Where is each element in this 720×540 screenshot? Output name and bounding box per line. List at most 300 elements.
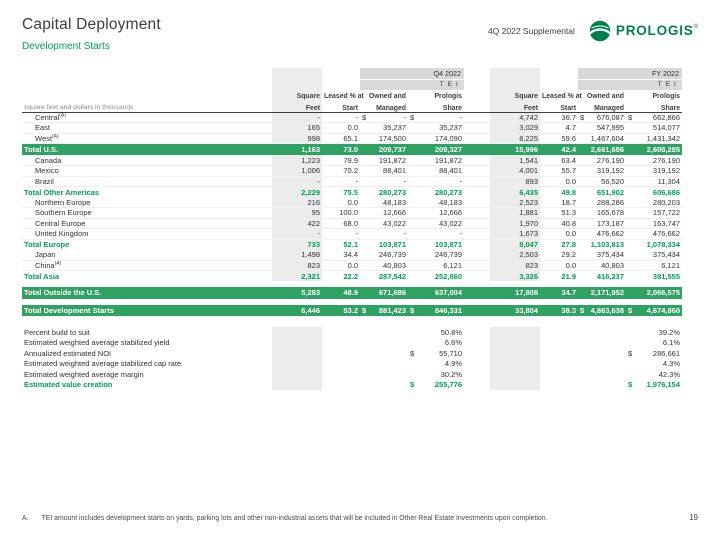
value-cell: 18.7	[540, 197, 578, 208]
value-cell	[322, 359, 360, 370]
value-cell: -	[322, 229, 360, 240]
value-cell	[360, 112, 408, 123]
value-cell	[272, 348, 322, 359]
value-cell: 173,187	[578, 218, 626, 229]
value-cell: 319,192	[578, 166, 626, 177]
value-cell: 280,273	[360, 187, 408, 198]
column-gap	[464, 239, 490, 250]
value-cell	[360, 327, 408, 338]
col-header-managed: Managed	[360, 100, 408, 112]
value-cell	[360, 338, 408, 349]
value-cell: 823	[272, 260, 322, 271]
currency-symbol: $	[580, 305, 585, 315]
cell-value: 55,710	[439, 348, 463, 358]
q4-tei-header: T E I	[360, 79, 464, 90]
currency-symbol: $	[628, 112, 633, 122]
value-cell: 4.9%	[444, 359, 463, 369]
table-row	[22, 176, 682, 187]
value-cell	[490, 369, 540, 380]
value-cell: 2,066,575	[626, 287, 682, 299]
empty-cell	[22, 68, 272, 79]
empty-cell	[322, 79, 360, 90]
value-cell	[540, 359, 578, 370]
value-cell: 823	[490, 260, 540, 271]
cell-value: 4,674,860	[646, 305, 681, 315]
value-cell: -	[360, 229, 408, 240]
cell-value: 286,661	[652, 348, 681, 358]
cell-value: 881,423	[378, 305, 406, 315]
value-cell: 157,722	[626, 208, 682, 219]
value-cell: 416,237	[578, 271, 626, 282]
value-cell: 39.2%	[658, 327, 681, 337]
column-gap	[464, 123, 490, 134]
value-cell: 36.7	[540, 112, 578, 123]
value-cell	[540, 327, 578, 338]
empty-cell	[22, 90, 272, 100]
table-row	[22, 229, 682, 240]
value-cell: 11,304	[626, 176, 682, 187]
value-cell: 606,686	[626, 187, 682, 198]
column-gap	[464, 79, 490, 90]
column-gap	[464, 380, 490, 391]
col-header-prologis: Prologis	[434, 93, 463, 100]
value-cell	[490, 338, 540, 349]
value-cell: 276,190	[578, 155, 626, 166]
column-gap	[464, 176, 490, 187]
value-cell: 43,022	[408, 218, 464, 229]
value-cell: 3,326	[490, 271, 540, 282]
value-cell: 671,686	[360, 287, 408, 299]
column-gap	[464, 166, 490, 177]
column-gap	[464, 133, 490, 144]
value-cell: 75.5	[322, 187, 360, 198]
value-cell	[408, 112, 464, 123]
column-gap	[464, 112, 490, 123]
table-row	[22, 271, 682, 282]
value-cell: 6,121	[626, 260, 682, 271]
brand-wordmark	[616, 22, 698, 40]
column-gap	[464, 327, 490, 338]
value-cell: 34.4	[322, 250, 360, 261]
value-cell: 48.9	[322, 287, 360, 299]
value-cell	[578, 369, 626, 380]
table-row	[22, 208, 682, 219]
value-cell: 30.2%	[440, 369, 463, 379]
col-header-leased: Leased % at	[542, 93, 582, 100]
table-row	[22, 218, 682, 229]
value-cell: 4.3%	[662, 359, 681, 369]
footnote-ref: (A)	[59, 112, 66, 119]
row-label: Total Asia	[22, 271, 272, 282]
value-cell: 34.7	[540, 287, 578, 299]
title-block	[22, 16, 161, 52]
value-cell	[360, 348, 408, 359]
page-footer	[22, 513, 698, 522]
value-cell	[578, 305, 626, 317]
value-cell	[540, 369, 578, 380]
registered-mark: ®	[693, 24, 698, 31]
value-cell: 35,237	[408, 123, 464, 134]
table-row	[22, 123, 682, 134]
value-cell: 8,225	[490, 133, 540, 144]
value-cell: 6,435	[490, 187, 540, 198]
value-cell	[360, 359, 408, 370]
column-gap	[464, 218, 490, 229]
value-cell: 21.9	[540, 271, 578, 282]
value-cell	[322, 369, 360, 380]
value-cell: 246,739	[408, 250, 464, 261]
currency-symbol: $	[362, 112, 367, 122]
value-cell: 2,229	[272, 187, 322, 198]
value-cell: 0.0	[540, 260, 578, 271]
column-gap	[464, 229, 490, 240]
col-header-share: Share	[408, 100, 464, 112]
cell-value: 4,863,638	[590, 305, 625, 315]
value-cell	[490, 327, 540, 338]
value-cell: 42.3%	[658, 369, 681, 379]
value-cell: 476,662	[578, 229, 626, 240]
value-cell: 252,860	[408, 271, 464, 282]
page-header	[22, 16, 698, 52]
value-cell	[578, 338, 626, 349]
value-cell: 59.6	[540, 133, 578, 144]
value-cell: 95	[272, 208, 322, 219]
value-cell: 42.4	[540, 144, 578, 156]
value-cell: 12,666	[360, 208, 408, 219]
column-gap	[464, 144, 490, 156]
row-label: Central$^{(A)}$	[22, 112, 272, 123]
value-cell	[490, 380, 540, 391]
value-cell	[322, 338, 360, 349]
value-cell: 1,103,813	[578, 239, 626, 250]
currency-symbol: $	[628, 305, 633, 315]
value-cell: 43,022	[360, 218, 408, 229]
value-cell: 53.2	[322, 305, 360, 317]
value-cell	[272, 369, 322, 380]
empty-cell	[272, 79, 322, 90]
currency-symbol: $	[628, 348, 633, 358]
row-label: Total Outside the U.S.	[22, 287, 272, 299]
column-header-row-2	[22, 100, 682, 112]
page-number: 19	[689, 513, 698, 522]
currency-symbol: $	[580, 112, 585, 122]
value-cell	[578, 327, 626, 338]
col-header-feet: Feet	[490, 100, 540, 112]
row-label: Estimated value creation	[24, 380, 113, 390]
value-cell: 209,737	[360, 144, 408, 156]
value-cell: 174,500	[360, 133, 408, 144]
value-cell: 733	[272, 239, 322, 250]
value-cell: 79.9	[322, 155, 360, 166]
currency-symbol: $	[410, 380, 415, 390]
value-cell: 100.0	[322, 208, 360, 219]
value-cell: 48,183	[408, 197, 464, 208]
cell-value: -	[459, 112, 463, 122]
empty-cell	[272, 68, 322, 79]
col-header-start: Start	[540, 100, 578, 112]
value-cell: 1,673	[490, 229, 540, 240]
column-gap	[464, 338, 490, 349]
value-cell: 893	[490, 176, 540, 187]
value-cell: 29.2	[540, 250, 578, 261]
table-header	[22, 68, 682, 112]
value-cell: 63.4	[540, 155, 578, 166]
row-label: Annualized estimated NOI	[24, 348, 112, 358]
value-cell: 165,678	[578, 208, 626, 219]
table-row	[22, 166, 682, 177]
table-row	[22, 287, 682, 299]
value-cell: -	[408, 229, 464, 240]
value-cell: 191,872	[360, 155, 408, 166]
col-header-start: Start	[322, 100, 360, 112]
row-label: United Kingdom	[22, 229, 272, 240]
value-cell: 651,902	[578, 187, 626, 198]
value-cell	[626, 348, 682, 359]
value-cell: 375,434	[578, 250, 626, 261]
value-cell: 191,872	[408, 155, 464, 166]
value-cell: 2,608,285	[626, 144, 682, 156]
spacer-cell	[22, 316, 682, 327]
footnote-ref: (A)	[51, 133, 59, 140]
column-gap	[464, 287, 490, 299]
row-label: Estimated weighted average stabilized cap rate	[24, 359, 182, 369]
value-cell	[626, 112, 682, 123]
value-cell: 70.2	[322, 166, 360, 177]
column-gap	[464, 208, 490, 219]
value-cell	[272, 327, 322, 338]
development-starts-table	[22, 68, 682, 390]
table-row	[22, 133, 682, 144]
column-gap	[464, 250, 490, 261]
value-cell	[322, 327, 360, 338]
tei-header-row	[22, 79, 682, 90]
value-cell: 6,121	[408, 260, 464, 271]
value-cell: 8,047	[490, 239, 540, 250]
col-header-managed: Managed	[578, 100, 626, 112]
column-gap	[464, 68, 490, 79]
value-cell: 12,666	[408, 208, 464, 219]
value-cell: 1,881	[490, 208, 540, 219]
col-header-owned: Owned and	[368, 93, 406, 100]
value-cell	[626, 380, 682, 391]
value-cell: -	[322, 176, 360, 187]
empty-cell	[540, 79, 578, 90]
value-cell: 73.0	[322, 144, 360, 156]
value-cell: 288,286	[578, 197, 626, 208]
value-cell: 1,163	[272, 144, 322, 156]
value-cell: 637,004	[408, 287, 464, 299]
value-cell: 48,183	[360, 197, 408, 208]
value-cell: 0.0	[540, 229, 578, 240]
table-row	[22, 380, 682, 391]
value-cell: 174,090	[408, 133, 464, 144]
col-header-owned: Owned and	[586, 93, 625, 100]
value-cell: 68.0	[322, 218, 360, 229]
q4-group-header: Q4 2022	[360, 68, 464, 79]
footnote-text: TEI amount includes development starts on yards, parking lots and other non-industrial assets that will be included in Other Real Estate Investments upon completion.	[41, 515, 548, 522]
row-label: Southern Europe	[22, 208, 272, 219]
value-cell: 246,739	[360, 250, 408, 261]
value-cell	[578, 380, 626, 391]
value-cell: 40,803	[360, 260, 408, 271]
value-cell	[360, 380, 408, 391]
value-cell: 998	[272, 133, 322, 144]
value-cell	[490, 359, 540, 370]
value-cell: 375,434	[626, 250, 682, 261]
table-row	[22, 197, 682, 208]
table-row	[22, 144, 682, 156]
column-gap	[464, 155, 490, 166]
cell-value: 662,866	[652, 112, 681, 122]
value-cell: 0.0	[322, 197, 360, 208]
row-label: Northern Europe	[22, 197, 272, 208]
row-label: Canada	[22, 155, 272, 166]
value-cell: -	[272, 229, 322, 240]
value-cell: 6,446	[272, 305, 322, 317]
value-cell: 2,321	[272, 271, 322, 282]
row-label: Total Development Starts	[22, 305, 272, 317]
value-cell	[360, 305, 408, 317]
row-label: Total U.S.	[22, 144, 272, 156]
column-gap	[464, 260, 490, 271]
value-cell: 5,283	[272, 287, 322, 299]
cell-value: 846,331	[434, 305, 463, 315]
table-row	[22, 305, 682, 317]
brand-block	[488, 20, 698, 42]
globe-icon	[589, 20, 611, 42]
value-cell	[408, 380, 464, 391]
row-label: Percent build to suit	[24, 327, 90, 337]
table-row	[22, 327, 682, 338]
value-cell: 1,006	[272, 166, 322, 177]
value-cell	[322, 348, 360, 359]
column-gap	[464, 187, 490, 198]
value-cell	[360, 369, 408, 380]
table-row	[22, 187, 682, 198]
currency-symbol: $	[628, 380, 633, 390]
value-cell	[408, 305, 464, 317]
value-cell	[578, 348, 626, 359]
supplemental-label: 4Q 2022 Supplemental	[487, 26, 575, 36]
value-cell	[578, 112, 626, 123]
row-label: Total Europe	[22, 239, 272, 250]
empty-cell	[540, 68, 578, 79]
prologis-logo	[589, 20, 698, 42]
column-gap	[464, 305, 490, 317]
table-row	[22, 369, 682, 380]
value-cell	[540, 348, 578, 359]
value-cell: 103,871	[408, 239, 464, 250]
value-cell: 1,223	[272, 155, 322, 166]
value-cell: 38.3	[540, 305, 578, 317]
units-label: square feet and dollars in thousands	[22, 100, 272, 112]
value-cell: 6.1%	[662, 338, 681, 348]
value-cell: 55.7	[540, 166, 578, 177]
value-cell: 0.0	[322, 260, 360, 271]
value-cell	[540, 338, 578, 349]
col-header-prologis: Prologis	[652, 93, 681, 100]
value-cell: -	[360, 176, 408, 187]
row-label: Japan	[22, 250, 272, 261]
value-cell: 163,747	[626, 218, 682, 229]
value-cell: 2,523	[490, 197, 540, 208]
table-row	[22, 112, 682, 123]
currency-symbol: $	[410, 348, 415, 358]
empty-cell	[22, 79, 272, 90]
value-cell	[272, 380, 322, 391]
value-cell	[322, 380, 360, 391]
empty-cell	[322, 68, 360, 79]
row-label: Central Europe	[22, 218, 272, 229]
row-label: East	[22, 123, 272, 134]
cell-value: 676,087	[596, 112, 625, 122]
value-cell: 0.0	[540, 176, 578, 187]
value-cell: 65.1	[322, 133, 360, 144]
value-cell: 0.0	[322, 123, 360, 134]
value-cell: 3,029	[490, 123, 540, 134]
currency-symbol: $	[410, 305, 415, 315]
col-header-feet: Feet	[272, 100, 322, 112]
value-cell: 22.2	[322, 271, 360, 282]
value-cell: 4,001	[490, 166, 540, 177]
currency-symbol: $	[362, 305, 367, 315]
value-cell: 4,742	[490, 112, 540, 123]
footnote	[22, 515, 547, 522]
value-cell	[540, 380, 578, 391]
row-label: West$^{(A)}$	[22, 133, 272, 144]
value-cell: 422	[272, 218, 322, 229]
fy-tei-header: T E I	[578, 79, 682, 90]
value-cell	[272, 338, 322, 349]
value-cell: 280,203	[626, 197, 682, 208]
value-cell: -	[272, 176, 322, 187]
value-cell: 88,401	[408, 166, 464, 177]
value-cell: 4.7	[540, 123, 578, 134]
value-cell: -	[272, 112, 322, 123]
column-gap	[464, 90, 490, 100]
brand-name: PROLOGIS	[615, 23, 694, 38]
row-label: China$^{(A)}$	[22, 260, 272, 271]
value-cell	[272, 359, 322, 370]
value-cell: 319,192	[626, 166, 682, 177]
value-cell: 209,327	[408, 144, 464, 156]
value-cell: 381,555	[626, 271, 682, 282]
value-cell: 88,401	[360, 166, 408, 177]
value-cell: 2,691,686	[578, 144, 626, 156]
value-cell	[408, 348, 464, 359]
footnote-marker: A.	[22, 515, 29, 522]
value-cell: 103,871	[360, 239, 408, 250]
value-cell: 287,542	[360, 271, 408, 282]
value-cell: -	[322, 112, 360, 123]
cell-value: 1,976,154	[646, 380, 681, 390]
fy-group-header: FY 2022	[578, 68, 682, 79]
table-row	[22, 250, 682, 261]
value-cell: 1,541	[490, 155, 540, 166]
value-cell	[490, 348, 540, 359]
value-cell: 216	[272, 197, 322, 208]
footnote-ref: (A)	[54, 260, 62, 267]
row-label: Estimated weighted average stabilized yield	[24, 338, 170, 348]
column-gap	[464, 348, 490, 359]
value-cell: 476,662	[626, 229, 682, 240]
value-cell: -	[408, 176, 464, 187]
value-cell: 547,995	[578, 123, 626, 134]
table-row	[22, 239, 682, 250]
empty-cell	[490, 79, 540, 90]
value-cell: 6.6%	[444, 338, 463, 348]
value-cell: 2,171,952	[578, 287, 626, 299]
